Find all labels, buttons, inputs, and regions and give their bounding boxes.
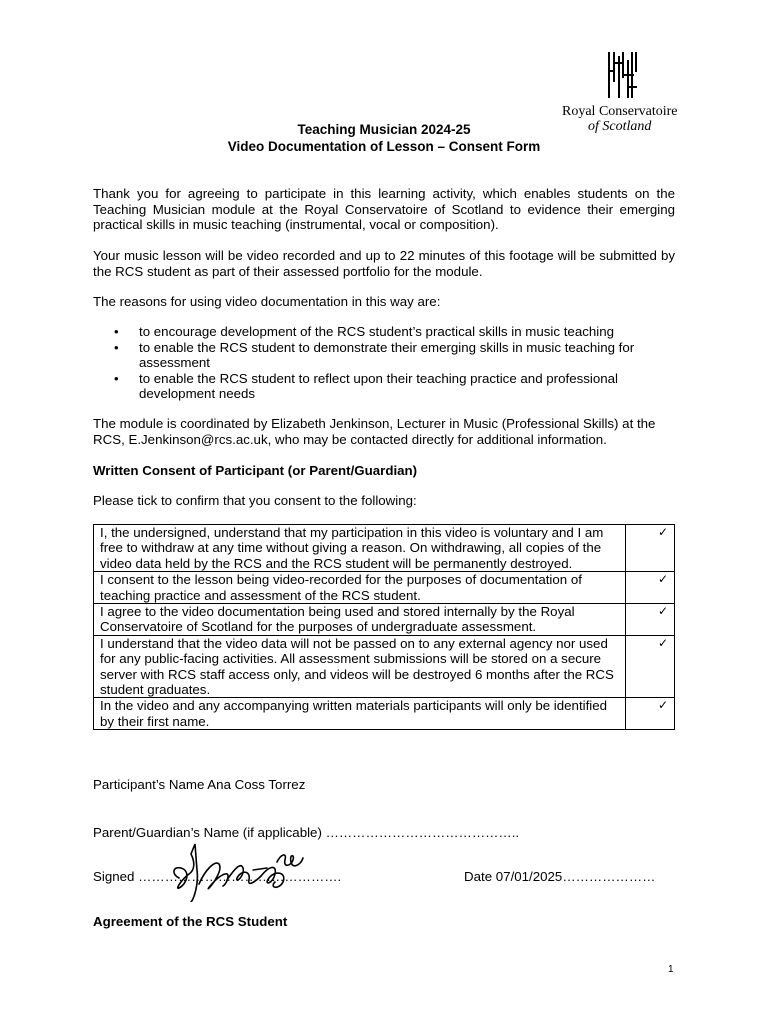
consent-statement: I, the undersigned, understand that my participation in this video is voluntary and I am free to withdraw at any time without giving a reason. On withdrawing, all copies of the video data held by the RCS and the RCS student will be permanently destroyed. bbox=[94, 525, 626, 572]
page-number: 1 bbox=[668, 964, 674, 975]
form-title-line1: Teaching Musician 2024-25 bbox=[297, 122, 471, 137]
bullet-icon: • bbox=[114, 324, 119, 339]
signature-field[interactable]: Signed ………………………………………. bbox=[93, 869, 342, 884]
consent-checkbox[interactable]: ✓ bbox=[626, 635, 675, 698]
logo-name-line2: of Scotland bbox=[588, 119, 652, 134]
consent-statement: I consent to the lesson being video-recorded for the purposes of documentation of teaching practice and assessment of the RCS student. bbox=[94, 572, 626, 604]
list-item: • to enable the RCS student to reflect upon their teaching practice and professional development needs bbox=[114, 370, 618, 402]
recording-paragraph: Your music lesson will be video recorded and up to 22 minutes of this footage will be submitted by the RCS student as part of their assessed portfolio for the module. bbox=[93, 248, 675, 279]
intro-paragraph: Thank you for agreeing to participate in this learning activity, which enables students on the Teaching Musician module at the Royal Conservatoire of Scotland to evidence their emerging practical skills in music teaching (instrumental, vocal or composition). bbox=[93, 186, 675, 233]
consent-statement: I agree to the video documentation being used and stored internally by the Royal Conservatoire of Scotland for the purposes of undergraduate assessment. bbox=[94, 604, 626, 636]
consent-statement: I understand that the video data will not be passed on to any external agency nor used for any public-facing activities. All assessment submissions will be stored on a secure server with RCS staff access only, and videos will be destroyed 6 months after the RCS student graduates. bbox=[94, 635, 626, 698]
table-row bbox=[94, 572, 675, 604]
reasons-list bbox=[93, 324, 675, 402]
consent-heading: Written Consent of Participant (or Parent/Guardian) bbox=[93, 463, 418, 478]
bullet-icon: • bbox=[114, 339, 119, 355]
consent-checkbox[interactable]: ✓ bbox=[626, 572, 675, 604]
student-agreement-heading: Agreement of the RCS Student bbox=[93, 914, 288, 929]
form-title-line2: Video Documentation of Lesson – Consent Form bbox=[227, 139, 541, 154]
handwritten-signature-icon bbox=[165, 840, 310, 902]
consent-statement: In the video and any accompanying written materials participants will only be identified by their first name. bbox=[94, 698, 626, 730]
reasons-intro: The reasons for using video documentation in this way are: bbox=[93, 294, 441, 309]
rcs-logo-mark-icon bbox=[608, 52, 638, 98]
table-row bbox=[94, 604, 675, 636]
consent-checkbox[interactable]: ✓ bbox=[626, 604, 675, 636]
date-field[interactable]: Date 07/01/2025………………… bbox=[464, 869, 656, 884]
list-item: • to encourage development of the RCS student’s practical skills in music teaching bbox=[114, 324, 615, 339]
guardian-name-field[interactable]: Parent/Guardian’s Name (if applicable) …………………………………….. bbox=[93, 825, 520, 840]
table-row bbox=[94, 525, 675, 572]
coordinator-paragraph: The module is coordinated by Elizabeth Jenkinson, Lecturer in Music (Professional Skills) at the RCS, E.Jenkinson@rcs.ac.uk, who may be contacted directly for additional information. bbox=[93, 416, 656, 447]
participant-name-field[interactable]: Participant’s Name Ana Coss Torrez bbox=[93, 777, 306, 792]
consent-checkbox[interactable]: ✓ bbox=[626, 525, 675, 572]
list-item: • to enable the RCS student to demonstrate their emerging skills in music teaching for assessment bbox=[114, 339, 635, 371]
tick-instructions: Please tick to confirm that you consent to the following: bbox=[93, 493, 417, 508]
table-row bbox=[94, 698, 675, 730]
bullet-icon: • bbox=[114, 370, 119, 386]
logo-name-line1: Royal Conservatoire bbox=[562, 104, 678, 119]
table-row bbox=[94, 635, 675, 698]
consent-table bbox=[93, 524, 675, 730]
consent-checkbox[interactable]: ✓ bbox=[626, 698, 675, 730]
